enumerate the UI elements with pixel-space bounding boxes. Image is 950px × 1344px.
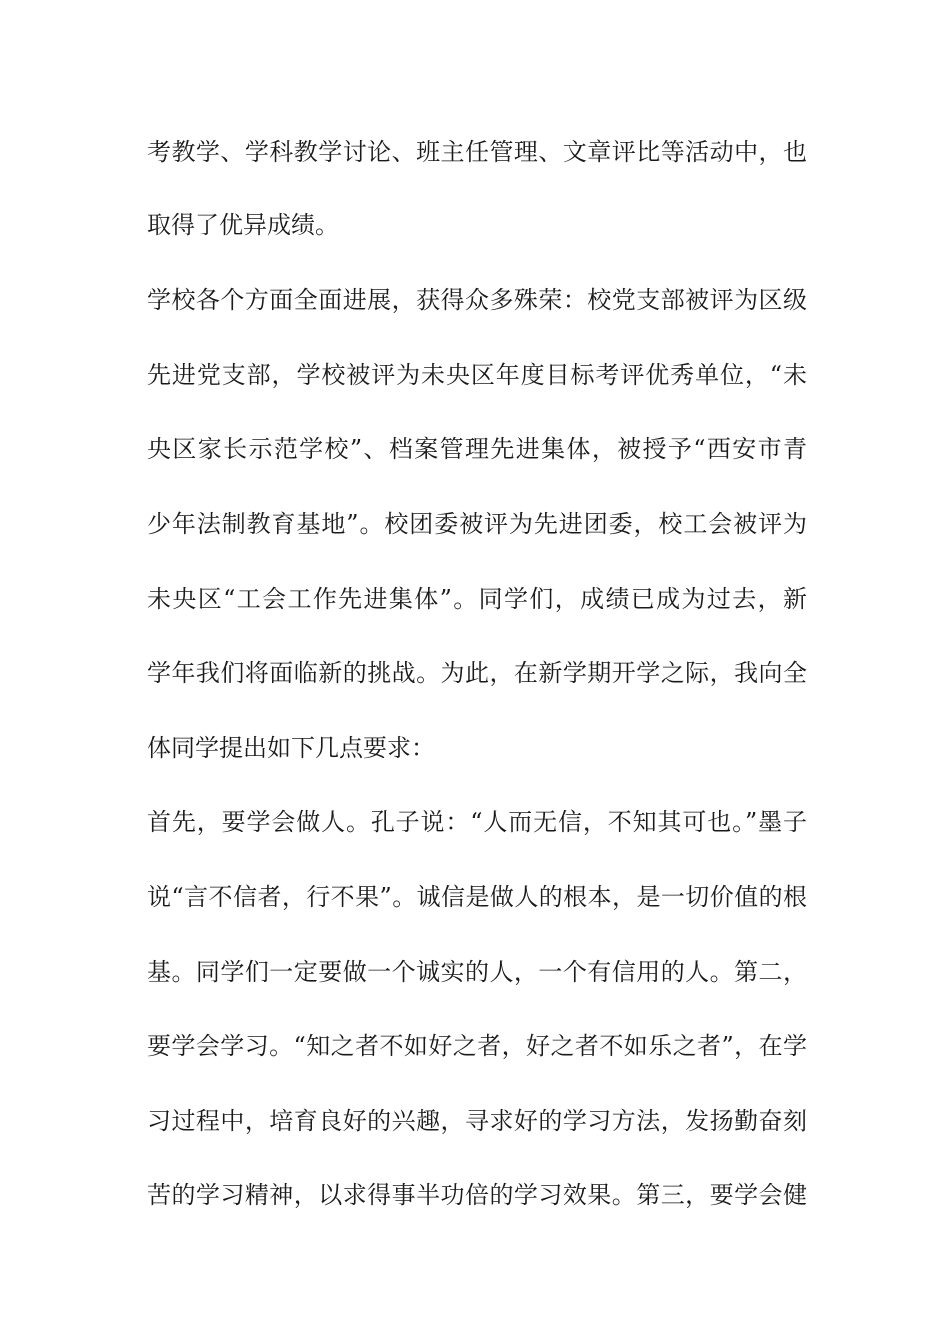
text-line: 少年法制教育基地”。校团委被评为先进团委，校工会被评为: [147, 510, 807, 538]
text-line: 学年我们将面临新的挑战。为此，在新学期开学之际，我向全: [147, 659, 807, 687]
text-line: 苦的学习精神，以求得事半功倍的学习效果。第三，要学会健: [147, 1181, 807, 1209]
text-line: 首先，要学会做人。孔子说：“人而无信，不知其可也。”墨子: [147, 808, 807, 836]
text-line: 习过程中，培育良好的兴趣，寻求好的学习方法，发扬勤奋刻: [147, 1107, 807, 1135]
text-line: 说“言不信者，行不果”。诚信是做人的根本，是一切价值的根: [147, 883, 807, 911]
text-line: 考教学、学科教学讨论、班主任管理、文章评比等活动中，也: [147, 138, 807, 166]
text-line: 基。同学们一定要做一个诚实的人，一个有信用的人。第二，: [147, 958, 807, 986]
text-line: 未央区“工会工作先进集体”。同学们，成绩已成为过去，新: [147, 585, 807, 613]
text-line: 取得了优异成绩。: [147, 211, 339, 239]
text-line: 央区家长示范学校”、档案管理先进集体，被授予“西安市青: [147, 435, 807, 463]
text-line: 体同学提出如下几点要求：: [147, 734, 435, 762]
text-line: 先进党支部，学校被评为未央区年度目标考评优秀单位，“未: [147, 361, 807, 389]
text-line: 学校各个方面全面进展，获得众多殊荣：校党支部被评为区级: [147, 286, 807, 314]
text-line: 要学会学习。“知之者不如好之者，好之者不如乐之者”，在学: [147, 1032, 807, 1060]
